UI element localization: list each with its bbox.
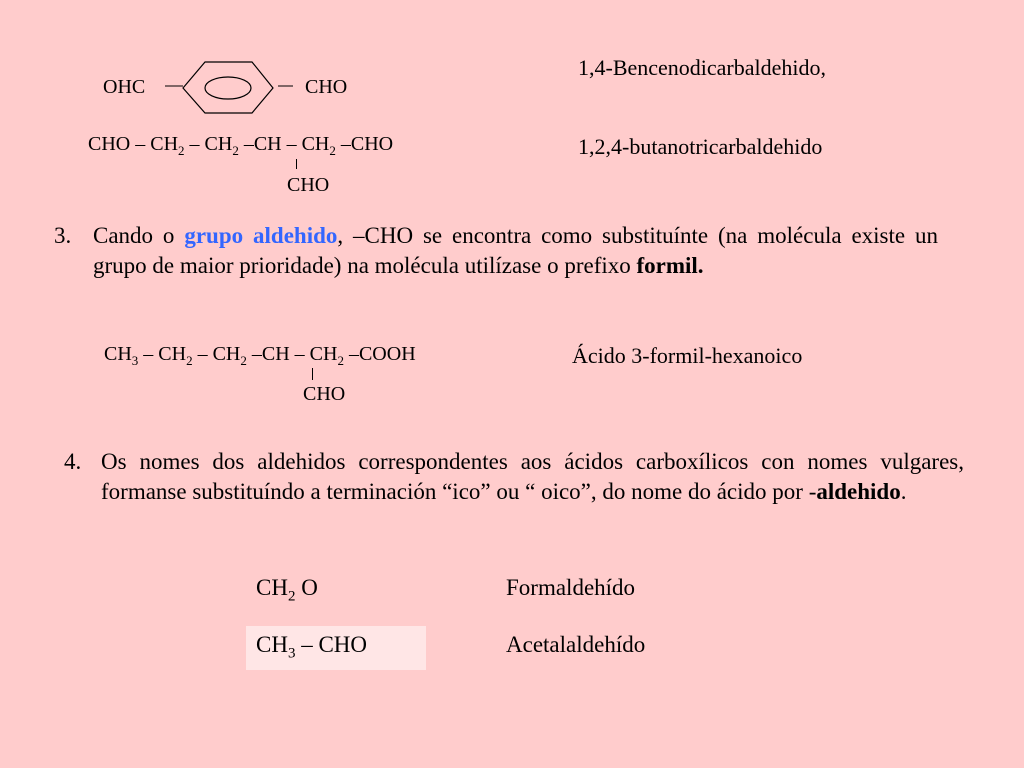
chain-formula-2 — [104, 343, 416, 369]
chain1-branch: CHO — [287, 174, 330, 196]
compound-name-3: Ácido 3-formil-hexanoico — [572, 343, 803, 368]
chain1-part: – CH — [184, 133, 233, 155]
chain2-sub: 2 — [240, 353, 247, 368]
chain2-sub: 2 — [186, 353, 193, 368]
branch-bond-2 — [312, 368, 313, 380]
benzene-left-group: OHC — [103, 76, 146, 98]
formula-part: – CHO — [295, 632, 368, 657]
list-text — [101, 447, 964, 507]
text-span: Cando o — [93, 223, 185, 248]
chain1-part: –CH – CH — [238, 133, 330, 155]
compound-name-2: 1,2,4-butanotricarbaldehido — [578, 134, 823, 159]
formula-part: O — [295, 575, 318, 600]
formula-part: CH — [256, 575, 288, 600]
benzene-right-group: CHO — [305, 76, 348, 98]
chain2-part: CH — [104, 343, 132, 365]
chain2-sub: 2 — [337, 353, 344, 368]
chain2-part: – CH — [192, 343, 241, 365]
branch-bond-1 — [296, 159, 297, 169]
name-row-1: Formaldehído — [506, 575, 636, 600]
bold-term: aldehido — [816, 479, 901, 504]
highlight-term: grupo aldehido — [184, 223, 338, 248]
name-row-2: Acetalaldehído — [506, 632, 646, 657]
formula-part: CH — [256, 632, 288, 657]
chain1-part: CHO – CH — [88, 133, 179, 155]
chain1-sub: 2 — [329, 143, 336, 158]
chain1-sub: 2 — [232, 143, 239, 158]
text-span: Os nomes dos aldehidos correspondentes aos ácidos carboxílicos con nomes vulgares, formanse substituíndo a terminación “ico” ou “ oico”, do nome do ácido por - — [101, 449, 964, 504]
chain1-sub: 2 — [178, 143, 185, 158]
bold-term: formil. — [636, 253, 704, 278]
chain1-part: –CHO — [335, 133, 394, 155]
list-number: 3. — [54, 223, 72, 248]
benzene-ring-diagram — [160, 55, 300, 125]
formula-row-2 — [256, 632, 367, 663]
chain2-part: –COOH — [343, 343, 416, 365]
chain2-sub: 3 — [131, 353, 139, 368]
formula-row-1 — [256, 575, 318, 606]
formula-sub: 2 — [287, 588, 296, 605]
text-span: . — [900, 479, 907, 504]
chain-formula-1 — [88, 133, 393, 159]
compound-name-1: 1,4-Bencenodicarbaldehido, — [578, 55, 827, 80]
list-text — [93, 221, 938, 281]
chain2-part: – CH — [138, 343, 187, 365]
list-number: 4. — [64, 449, 82, 474]
text-span: , –CHO se encontra como substituínte (na molécula existe un grupo de maior prioridade) na molécula utilízase o prefixo — [93, 223, 938, 278]
formula-sub: 3 — [287, 645, 296, 662]
chain2-branch: CHO — [303, 383, 346, 405]
chain2-part: –CH – CH — [246, 343, 338, 365]
